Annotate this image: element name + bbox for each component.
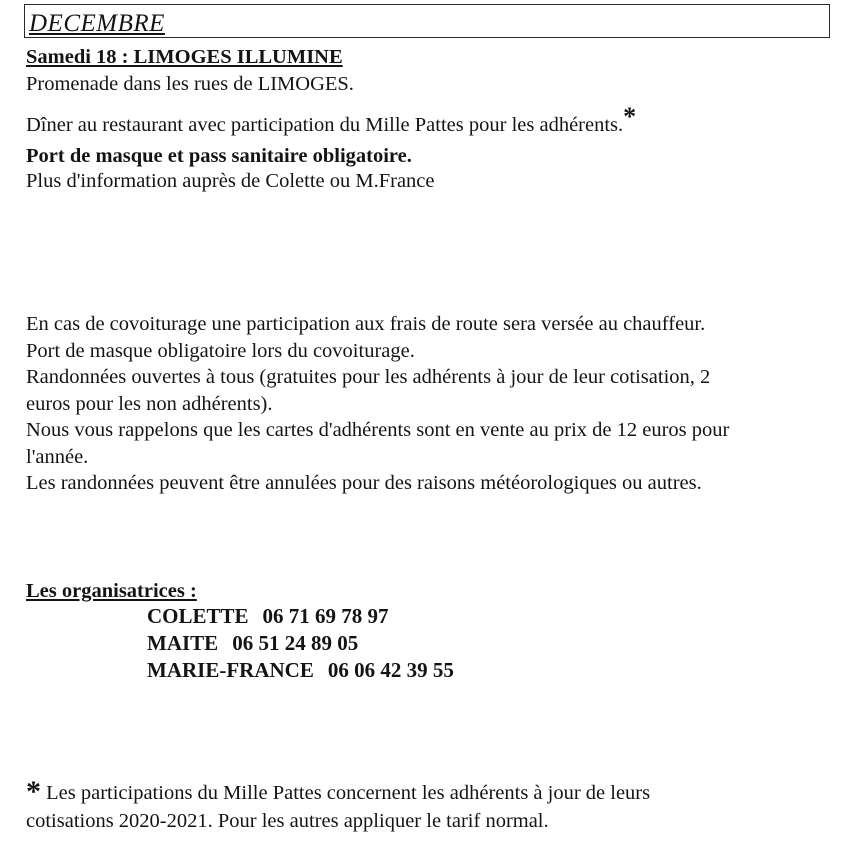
contact-name: COLETTE — [147, 604, 249, 628]
event-line-info: Plus d'information auprès de Colette ou M.France — [26, 170, 435, 192]
event-line-mask: Port de masque et pass sanitaire obligatoire. — [26, 145, 412, 167]
organisers-heading: Les organisatrices : — [26, 580, 197, 602]
event-line-dinner — [26, 102, 637, 138]
rule-line: En cas de covoiturage une participation aux frais de route sera versée au chauffeur. — [26, 313, 706, 335]
contact-phone: 06 51 24 89 05 — [232, 631, 359, 655]
month-header-box — [24, 4, 830, 38]
event-line-walk: Promenade dans les rues de LIMOGES. — [26, 73, 354, 95]
footnote-text-1: Les participations du Mille Pattes concernent les adhérents à jour de leurs — [41, 782, 651, 804]
contact-row — [147, 604, 389, 629]
footnote-asterisk: * — [26, 775, 41, 808]
footnote-line-2: cotisations 2020-2021. Pour les autres appliquer le tarif normal. — [26, 810, 549, 832]
contact-row — [147, 658, 454, 683]
event-dinner-text: Dîner au restaurant avec participation du Mille Pattes pour les adhérents. — [26, 114, 624, 136]
contact-name: MARIE-FRANCE — [147, 658, 314, 682]
asterisk-mark: * — [623, 102, 637, 131]
rule-line: Port de masque obligatoire lors du covoiturage. — [26, 340, 415, 362]
event-date-title: Samedi 18 : LIMOGES ILLUMINE — [26, 46, 343, 68]
rule-line: l'année. — [26, 446, 89, 468]
month-title: DECEMBRE — [29, 10, 165, 37]
rule-line: Les randonnées peuvent être annulées pour des raisons météorologiques ou autres. — [26, 472, 702, 494]
contact-row — [147, 631, 358, 656]
contact-name: MAITE — [147, 631, 219, 655]
footnote-line-1 — [26, 775, 651, 808]
rule-line: euros pour les non adhérents). — [26, 393, 273, 415]
contact-phone: 06 06 42 39 55 — [327, 658, 454, 682]
rule-line: Randonnées ouvertes à tous (gratuites pour les adhérents à jour de leur cotisation, 2 — [26, 366, 711, 388]
contact-phone: 06 71 69 78 97 — [262, 604, 389, 628]
rule-line: Nous vous rappelons que les cartes d'adhérents sont en vente au prix de 12 euros pour — [26, 419, 730, 441]
